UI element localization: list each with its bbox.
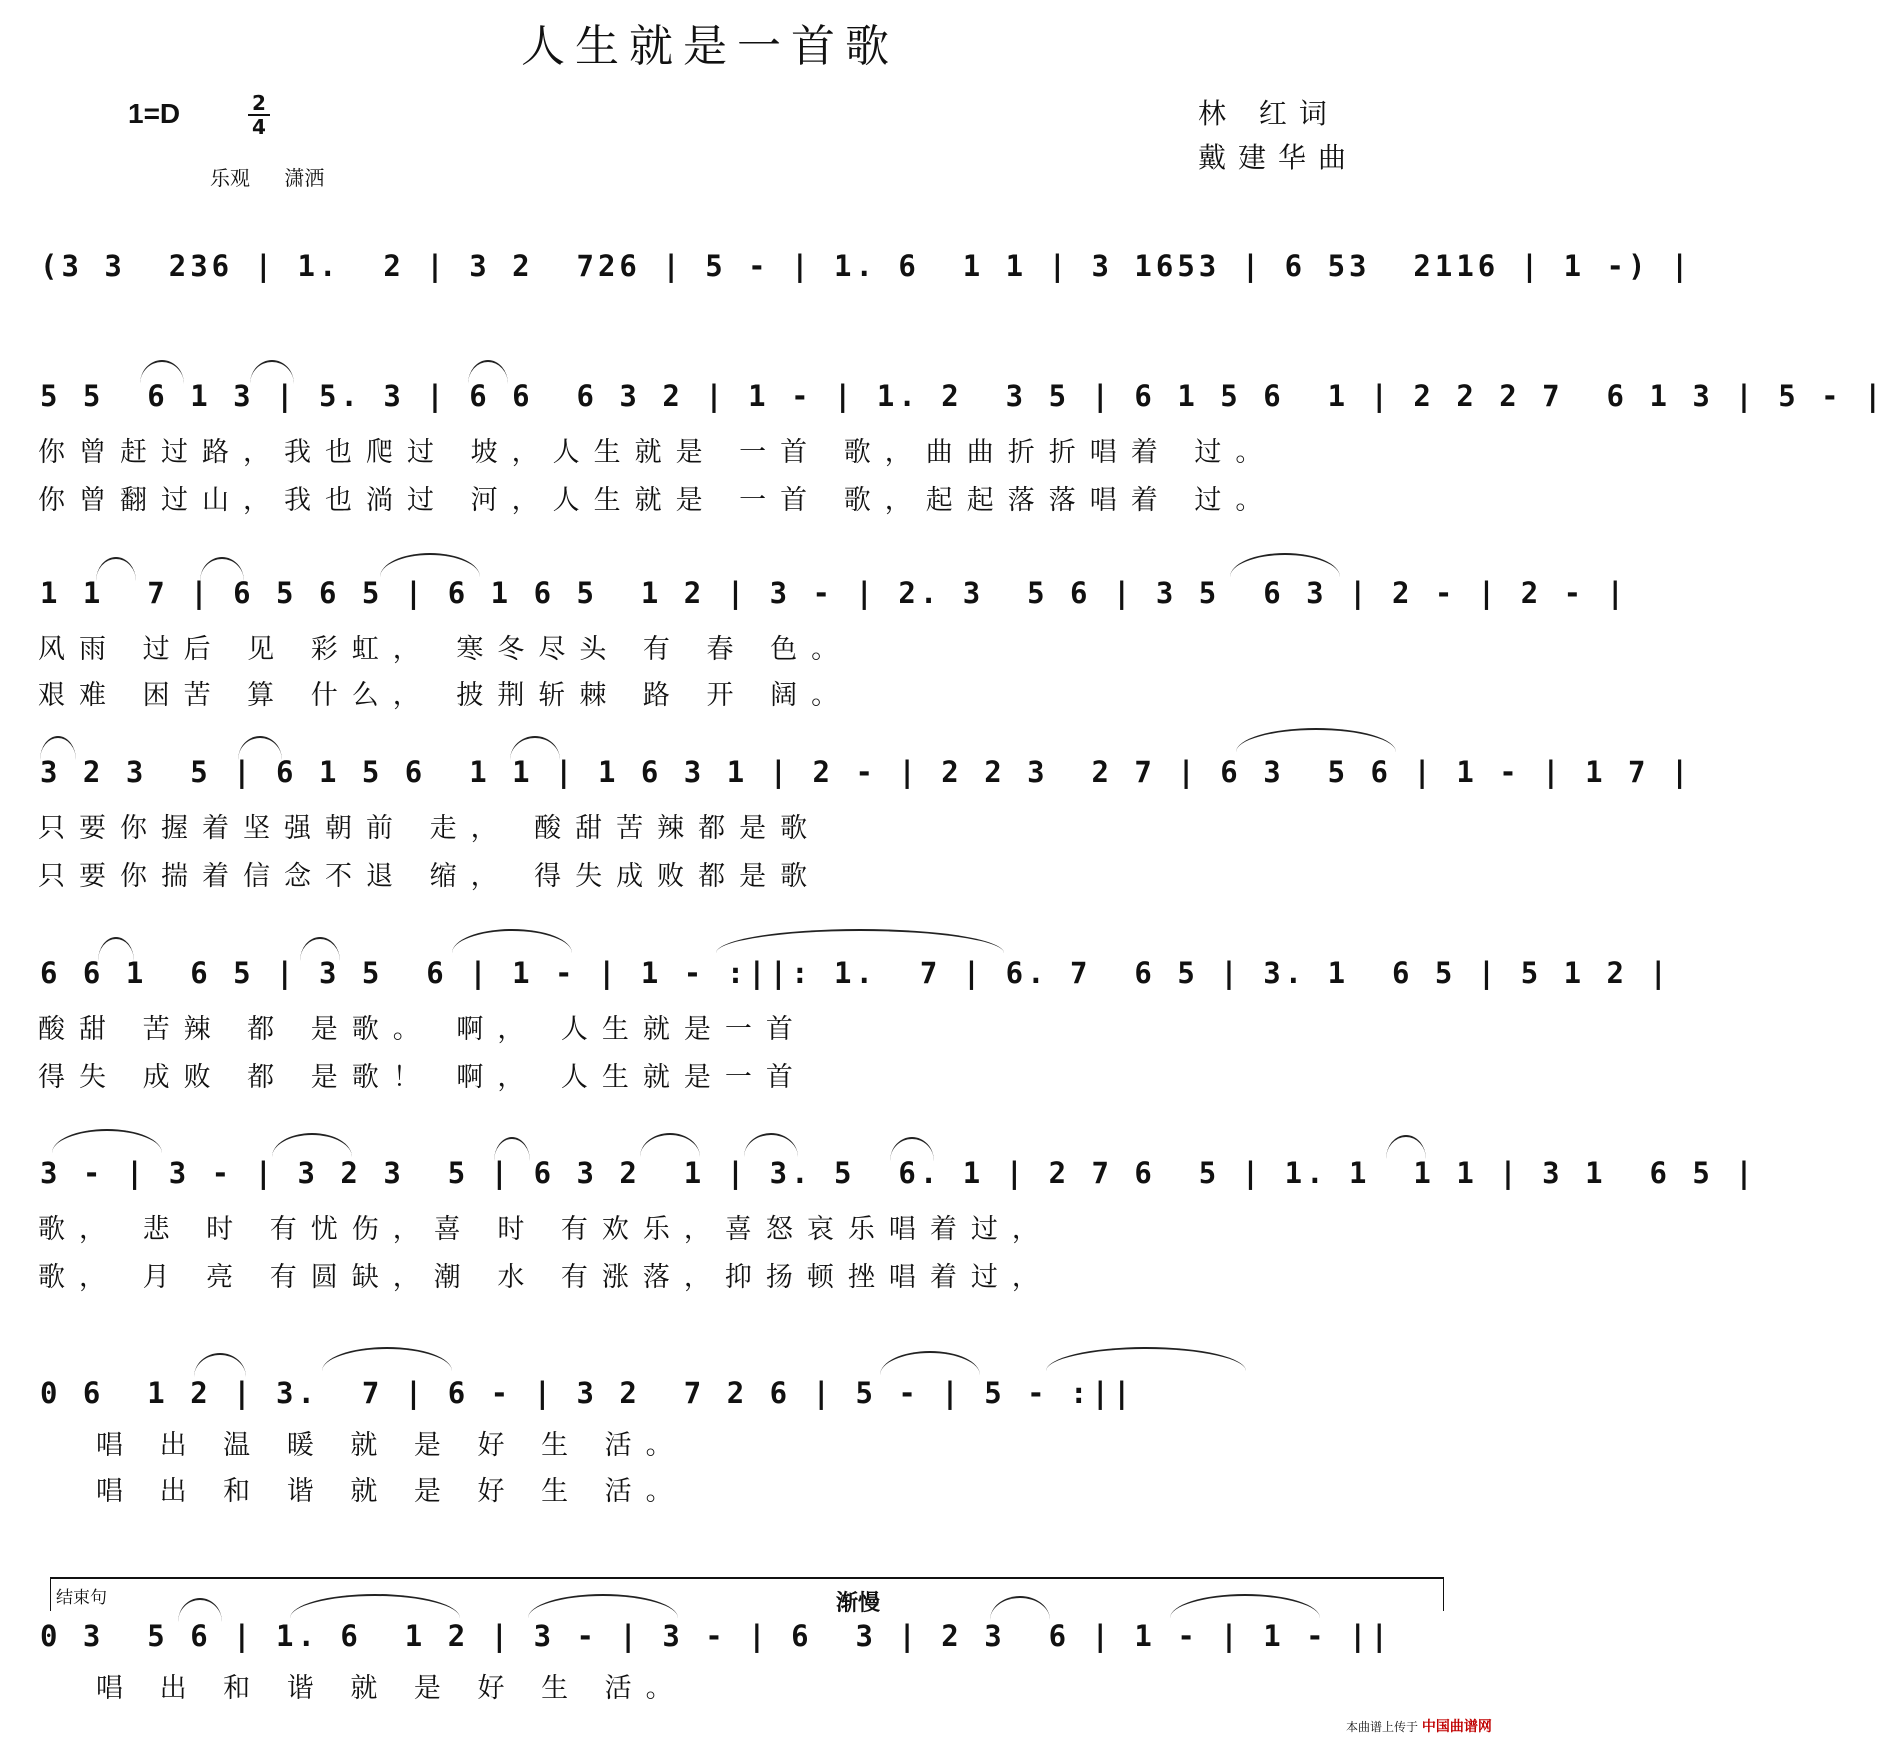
footer-text: 本曲谱上传于 bbox=[1346, 1720, 1419, 1734]
lyric-verse-1: 歌， 悲 时 有忧伤，喜 时 有欢乐，喜怒哀乐唱着过， bbox=[38, 1214, 1053, 1245]
lyric-verse-2: 得失 成败 都 是歌！ 啊， 人生就是一首 bbox=[38, 1062, 807, 1093]
lyric-verse-1: 你曾赶过路，我也爬过 坡，人生就是 一首 歌，曲曲折折唱着 过。 bbox=[38, 437, 1277, 468]
footer-credit[interactable] bbox=[1346, 1716, 1492, 1736]
tempo-marking: 乐观 潇洒 bbox=[210, 166, 325, 190]
lyric-verse-2: 艰难 困苦 算 什么， 披荆斩棘 路 开 阔。 bbox=[38, 680, 853, 711]
footer-brand[interactable]: 中国曲谱网 bbox=[1421, 1719, 1492, 1735]
notation-line: 0 3 5 6 | 1. 6 1 2 | 3 - | 3 - | 6 3 | 2 3 6 | 1 - | 1 - || bbox=[40, 1619, 1392, 1653]
lyric-verse-2: 只要你揣着信念不退 缩， 得失成败都是歌 bbox=[38, 861, 822, 892]
notation-line: 6 6 1 6 5 | 3 5 6 | 1 - | 1 - :||: 1. 7 | 6. 7 6 5 | 3. 1 6 5 | 5 1 2 | bbox=[40, 956, 1671, 990]
lyricist-credit: 林 红词 bbox=[1198, 97, 1339, 130]
notation-line: 3 2 3 5 | 6 1 5 6 1 1 | 1 6 3 1 | 2 - | 2 2 3 2 7 | 6 3 5 6 | 1 - | 1 7 | bbox=[40, 755, 1693, 789]
lyric-coda: 唱 出 和 谐 就 是 好 生 活。 bbox=[96, 1673, 687, 1704]
notation-line: 1 1 7 | 6 5 6 5 | 6 1 6 5 1 2 | 3 - | 2. 3 5 6 | 3 5 6 3 | 2 - | 2 - | bbox=[40, 576, 1629, 610]
meter-bottom: 4 bbox=[252, 115, 266, 139]
notation-line: 3 - | 3 - | 3 2 3 5 | 6 3 2 1 | 3. 5 6. 1 | 2 7 6 5 | 1. 1 1 1 | 3 1 6 5 | bbox=[40, 1156, 1757, 1190]
notation-line: (3 3 236 | 1. 2 | 3 2 726 | 5 - | 1. 6 1 1 | 3 1653 | 6 53 2116 | 1 -) | bbox=[40, 249, 1693, 283]
lyric-verse-2: 你曾翻过山，我也淌过 河，人生就是 一首 歌，起起落落唱着 过。 bbox=[38, 485, 1277, 516]
composer-credit: 戴建华曲 bbox=[1198, 141, 1359, 174]
lyric-verse-1: 唱 出 温 暖 就 是 好 生 活。 bbox=[96, 1430, 687, 1461]
meter-top: 2 bbox=[248, 92, 270, 116]
lyric-verse-2: 唱 出 和 谐 就 是 好 生 活。 bbox=[96, 1476, 687, 1507]
lyric-verse-1: 风雨 过后 见 彩虹， 寒冬尽头 有 春 色。 bbox=[38, 634, 853, 665]
lyric-verse-2: 歌， 月 亮 有圆缺，潮 水 有涨落，抑扬顿挫唱着过， bbox=[38, 1262, 1053, 1293]
coda-label: 结束句 bbox=[56, 1588, 107, 1608]
lyric-verse-1: 酸甜 苦辣 都 是歌。 啊， 人生就是一首 bbox=[38, 1014, 807, 1045]
time-signature bbox=[248, 92, 270, 138]
key-signature: 1=D bbox=[128, 98, 181, 129]
notation-line: 5 5 6 1 3 | 5. 3 | 6 6 6 3 2 | 1 - | 1. 2 3 5 | 6 1 5 6 1 | 2 2 2 7 6 1 3 | 5 - | bbox=[40, 379, 1886, 413]
notation-line: 0 6 1 2 | 3. 7 | 6 - | 3 2 7 2 6 | 5 - | 5 - :|| bbox=[40, 1376, 1135, 1410]
ritardando-mark: 渐慢 bbox=[836, 1591, 881, 1616]
song-title: 人生就是一首歌 bbox=[521, 21, 899, 72]
lyric-verse-1: 只要你握着坚强朝前 走， 酸甜苦辣都是歌 bbox=[38, 813, 822, 844]
